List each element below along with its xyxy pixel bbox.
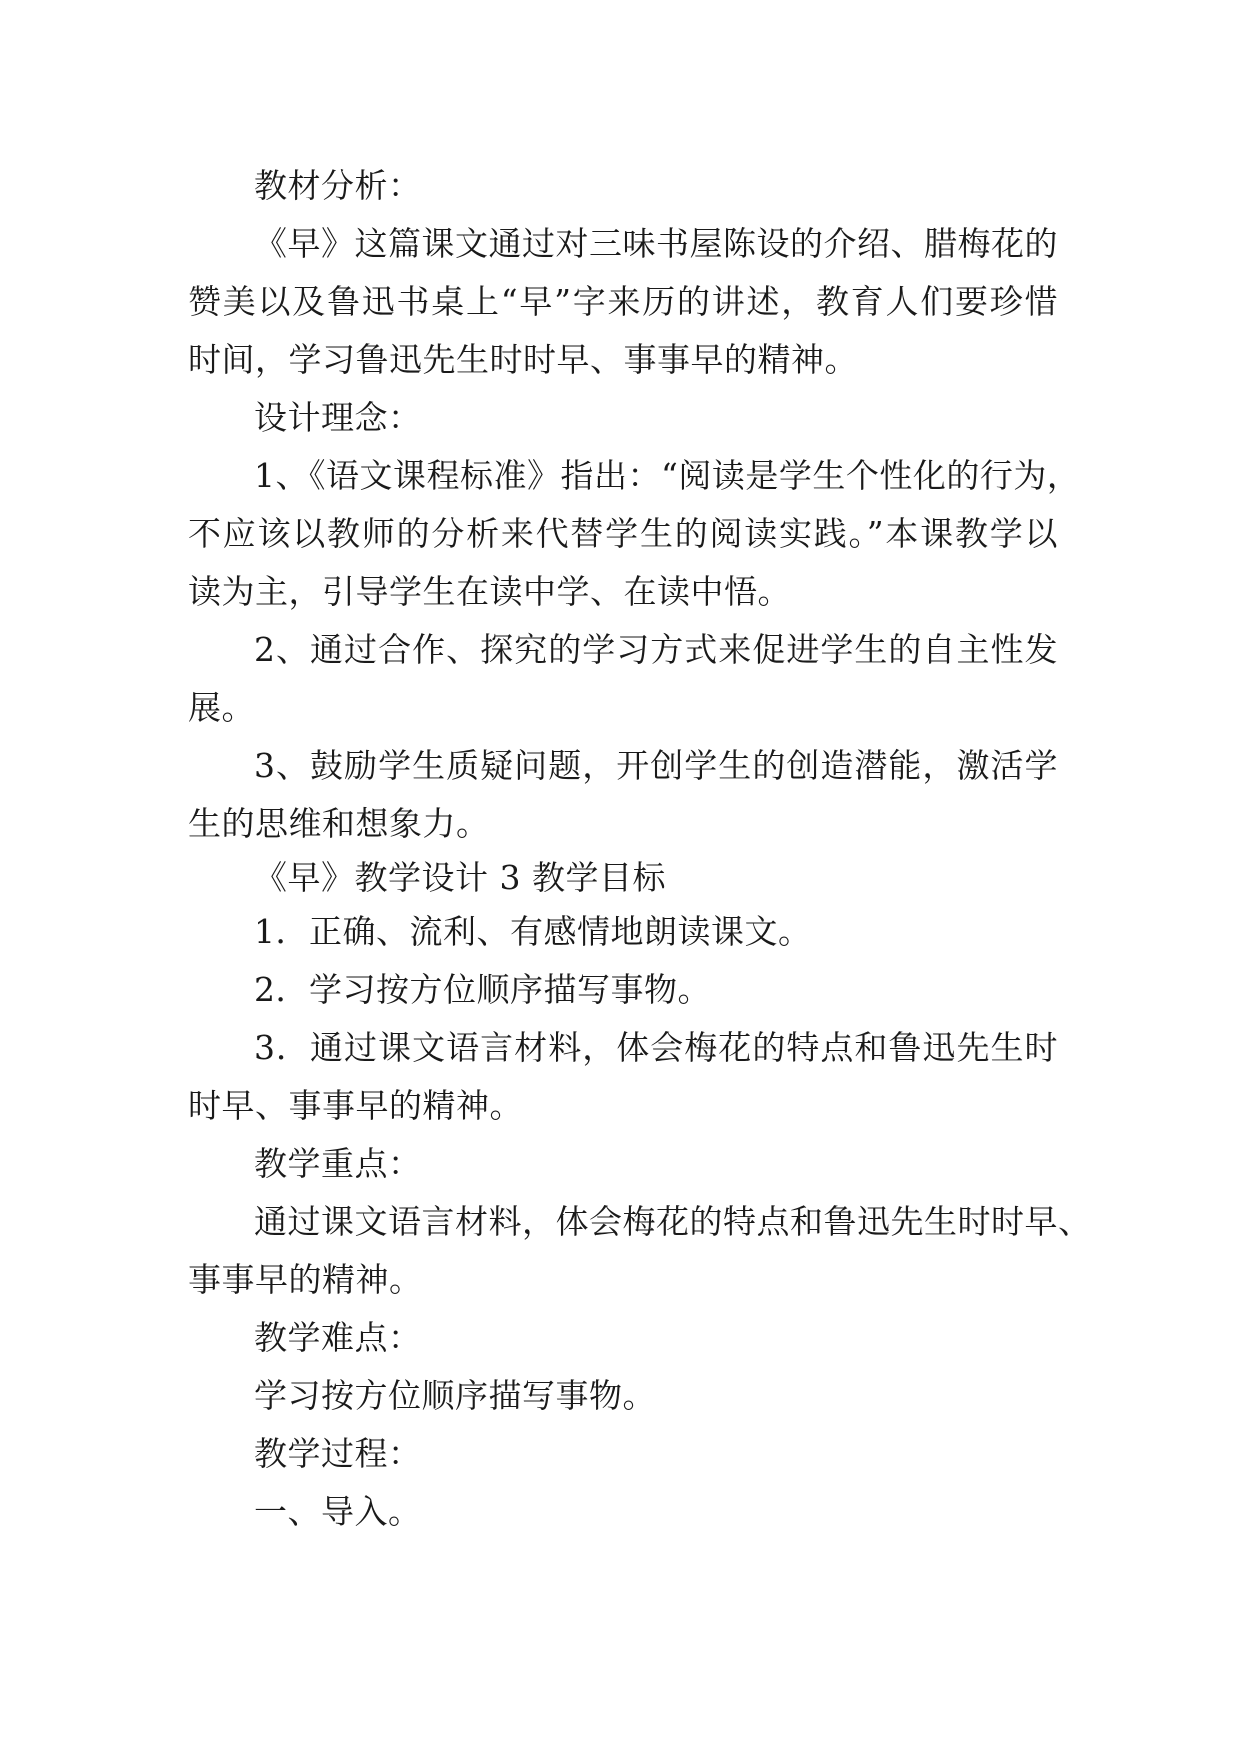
paragraph-line: 事事早的精神。 (188, 1260, 423, 1299)
heading-design-concept: 设计理念： (254, 398, 422, 437)
paragraph-line: 时早、事事早的精神。 (188, 1086, 523, 1125)
paragraph-line: 读为主，引导学生在读中学、在读中悟。 (188, 572, 791, 611)
heading-key-points: 教学重点： (254, 1144, 422, 1183)
paragraph-line: 一、导入。 (254, 1492, 422, 1531)
heading-teaching-process: 教学过程： (254, 1434, 422, 1473)
paragraph-line: 《早》这篇课文通过对三味书屋陈设的介绍、腊梅花的 (254, 224, 1058, 263)
paragraph-line: 赞美以及鲁迅书桌上“早”字来历的讲述，教育人们要珍惜 (188, 282, 1058, 321)
paragraph-line: 1、《语文课程标准》指出：“阅读是学生个性化的行为， (254, 456, 1081, 495)
heading-difficulties: 教学难点： (254, 1318, 422, 1357)
paragraph-line: 不应该以教师的分析来代替学生的阅读实践。”本课教学以 (188, 514, 1058, 553)
objective-item: 1．正确、流利、有感情地朗读课文。 (254, 912, 812, 951)
section-title: 《早》教学设计 3 教学目标 (254, 858, 666, 897)
paragraph-line: 时间，学习鲁迅先生时时早、事事早的精神。 (188, 340, 858, 379)
paragraph-line: 2、通过合作、探究的学习方式来促进学生的自主性发 (254, 630, 1058, 669)
paragraph-line: 生的思维和想象力。 (188, 804, 490, 843)
paragraph-line: 展。 (188, 688, 255, 727)
paragraph-line: 3、鼓励学生质疑问题，开创学生的创造潜能，激活学 (254, 746, 1058, 785)
paragraph-line: 学习按方位顺序描写事物。 (254, 1376, 656, 1415)
objective-item: 3．通过课文语言材料，体会梅花的特点和鲁迅先生时 (254, 1028, 1058, 1067)
paragraph-line: 通过课文语言材料，体会梅花的特点和鲁迅先生时时早、 (254, 1202, 1092, 1241)
objective-item: 2．学习按方位顺序描写事物。 (254, 970, 711, 1009)
heading-material-analysis: 教材分析： (254, 166, 422, 205)
